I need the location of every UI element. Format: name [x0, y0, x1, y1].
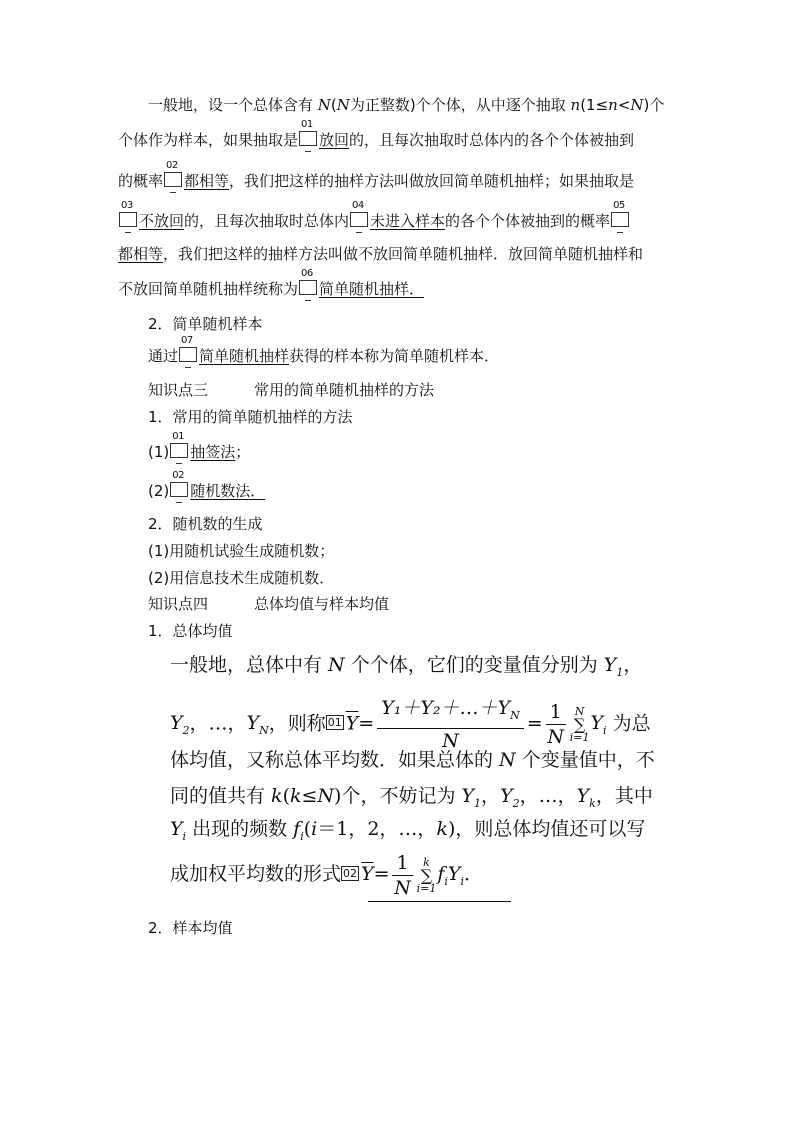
text: 为总	[612, 712, 651, 735]
sum-icon: N ∑ i=1	[569, 704, 590, 744]
blank-number: 02	[172, 470, 184, 481]
denominator: N	[394, 876, 411, 899]
text: =	[358, 712, 375, 735]
text: 体均值，又称总体平均数．如果总体的	[170, 749, 500, 771]
text: ；	[235, 443, 251, 461]
text: 个变量值中，不	[515, 749, 655, 771]
formula-line1: 一般地，总体中有 N 个个体，它们的变量值分别为 $Y_1$，	[170, 654, 643, 679]
subheading: 2．随机数的生成	[148, 515, 263, 533]
var-Y1: $Y_1$	[603, 654, 624, 679]
formula-line6	[170, 848, 483, 900]
blank-marker-icon	[164, 160, 182, 187]
kp-label: 知识点三	[148, 381, 209, 399]
var-Y2: $Y_2$	[170, 712, 190, 738]
numerator: $Y_1+Y_2+\dots+Y_N$	[377, 696, 524, 729]
formula-line4: 同的值共有 k(k≤N)个，不妨记为 $Y_1$，$Y_2$，…，$Y_k$，其中	[170, 785, 653, 810]
para1-line2	[118, 119, 635, 150]
list-item	[148, 470, 266, 501]
knowledge-point-3	[148, 380, 434, 400]
text: =	[373, 863, 390, 885]
var-N: N	[630, 96, 644, 114]
list-item: (2)用信息技术生成随机数．	[148, 569, 335, 587]
text: 不放回简单随机抽样统称为	[118, 280, 299, 298]
answer-text: 随机数法．	[190, 482, 266, 500]
var-Ybar: $\overline{Y}$	[361, 863, 374, 885]
answer-text: 放回	[319, 131, 350, 149]
text: )个，不妨记为	[334, 785, 462, 807]
para1-line1	[148, 95, 664, 115]
var-N: N	[317, 96, 331, 114]
denominator: N	[547, 725, 564, 748]
text: 一般地，总体中有	[170, 654, 329, 676]
blank-number: 05	[613, 200, 625, 211]
text: 通过	[148, 347, 179, 365]
answer-text: 都相等	[118, 245, 164, 263]
text: 为正整数)个个体，从中逐个抽取	[349, 96, 571, 114]
blank-marker-icon: 02	[343, 867, 358, 880]
var-Yk: $Y_k$	[576, 785, 596, 810]
subheading: 1．常用的简单随机抽样的方法	[148, 408, 353, 426]
underline-rule	[368, 901, 511, 902]
para2	[148, 335, 500, 366]
text: (	[330, 96, 337, 114]
text: ，我们把这样的抽样方法叫做不放回简单随机抽样．放回简单随机抽样和	[163, 245, 644, 263]
list-item	[148, 431, 251, 462]
answer-text: 简单随机抽样．	[319, 280, 425, 298]
var-Ybar: $\overline{Y}$	[345, 712, 359, 735]
text: 的概率	[118, 172, 164, 190]
blank-marker-icon	[170, 431, 188, 458]
numerator: 1	[546, 700, 566, 725]
blank-number: 01	[301, 119, 313, 130]
answer-text: 都相等	[184, 172, 230, 190]
var-Y2: $Y_2$	[500, 785, 520, 810]
text: 的，且每次抽取时总体内的各个个体被抽到	[349, 131, 635, 149]
blank-number: 02	[166, 160, 178, 171]
text: ．	[463, 863, 483, 885]
text: ，则称	[268, 712, 326, 735]
var-fi: $f_i$	[293, 818, 304, 843]
para1-line6	[118, 268, 425, 299]
var-k: k	[436, 818, 448, 840]
text: )，则总体均值还可以写	[447, 818, 646, 840]
text: (1≤	[580, 96, 609, 114]
blank-marker-icon	[119, 200, 137, 227]
section-heading: 2．简单随机样本	[148, 315, 263, 333]
var-N: N	[328, 654, 345, 676]
text: ＝1，2，…，	[317, 818, 437, 840]
text: 一般地，设一个总体含有	[148, 96, 318, 114]
answer-text: 简单随机抽样	[199, 347, 290, 365]
var-N: N	[499, 749, 516, 771]
var-k: k	[289, 785, 302, 807]
item-number: (1)	[148, 443, 170, 461]
para1-line3	[118, 160, 635, 191]
var-Yi: $Y_i$	[170, 818, 187, 843]
fraction	[377, 696, 524, 753]
blank-marker-icon	[179, 335, 197, 362]
formula-line3	[170, 747, 655, 773]
para1-line5	[118, 244, 643, 264]
fraction	[546, 700, 566, 749]
formula-line2: $Y_2$，…，$Y_N$，则称 01 $\overline{Y}=$ $\frac{Y_1+Y_2+\dots+Y_N}{N}$ = $\frac{1}{N}$ N ∑ $i=1Y_i$ 为总	[170, 697, 651, 752]
knowledge-point-4	[148, 594, 389, 614]
blank-marker-icon	[299, 268, 317, 295]
text: 出现的频数	[192, 818, 294, 840]
text: 个体作为样本，如果抽取是	[118, 131, 299, 149]
text: 个个体，它们的变量值分别为	[344, 654, 604, 676]
var-fiYi: $f_iY_i$	[437, 863, 464, 888]
var-Yi: $Y_i$	[590, 712, 607, 738]
list-item: (1)用随机试验生成随机数；	[148, 542, 335, 560]
var-N: N	[336, 96, 350, 114]
sum-icon: k ∑ i=1	[416, 855, 437, 895]
text: 的各个个体被抽到的概率	[445, 212, 611, 230]
answer-text: 不放回	[139, 212, 185, 230]
text: 成加权平均数的形式	[170, 863, 342, 885]
text: ，其中	[595, 785, 653, 807]
text: 的，且每次抽取时总体内	[184, 212, 350, 230]
answer-text: 未进入样本	[370, 212, 446, 230]
kp-label: 知识点四	[148, 595, 209, 613]
text: ≤	[301, 785, 318, 807]
text: <	[617, 96, 631, 114]
text: 获得的样本称为简单随机样本．	[289, 347, 500, 365]
text: (	[282, 785, 290, 807]
var-k: k	[271, 785, 283, 807]
blank-marker-icon: 01	[327, 716, 342, 730]
subheading: 1．总体均值	[148, 622, 233, 640]
var-Y1: $Y_1$	[461, 785, 482, 810]
kp-title: 常用的简单随机抽样的方法	[254, 381, 435, 399]
blank-number: 04	[352, 200, 364, 211]
blank-number: 01	[172, 431, 184, 442]
text: ，我们把这样的抽样方法叫做放回简单随机抽样；如果抽取是	[229, 172, 635, 190]
fraction	[392, 851, 412, 900]
blank-number: 06	[301, 268, 313, 279]
denominator: N	[442, 729, 459, 752]
var-YN: $Y_N$	[246, 712, 269, 738]
var-n: n	[608, 96, 618, 114]
blank-marker-icon	[350, 200, 368, 227]
item-number: (2)	[148, 482, 170, 500]
text: (	[303, 818, 312, 840]
numerator: 1	[392, 851, 412, 876]
blank-marker-icon	[611, 200, 629, 227]
text: 同的值共有	[170, 785, 272, 807]
text: )个	[643, 96, 665, 114]
blank-marker-icon	[170, 470, 188, 497]
subheading: 2．样本均值	[148, 919, 233, 937]
var-i: i	[311, 818, 318, 840]
var-n: n	[570, 96, 581, 114]
blank-number: 07	[181, 335, 193, 346]
kp-title: 总体均值与样本均值	[254, 595, 390, 613]
answer-text: 抽签法	[190, 443, 236, 461]
blank-number: 03	[121, 200, 133, 211]
para1-line4	[118, 200, 631, 231]
blank-marker-icon	[299, 119, 317, 146]
formula-line5	[170, 816, 645, 850]
var-N: N	[317, 785, 335, 807]
